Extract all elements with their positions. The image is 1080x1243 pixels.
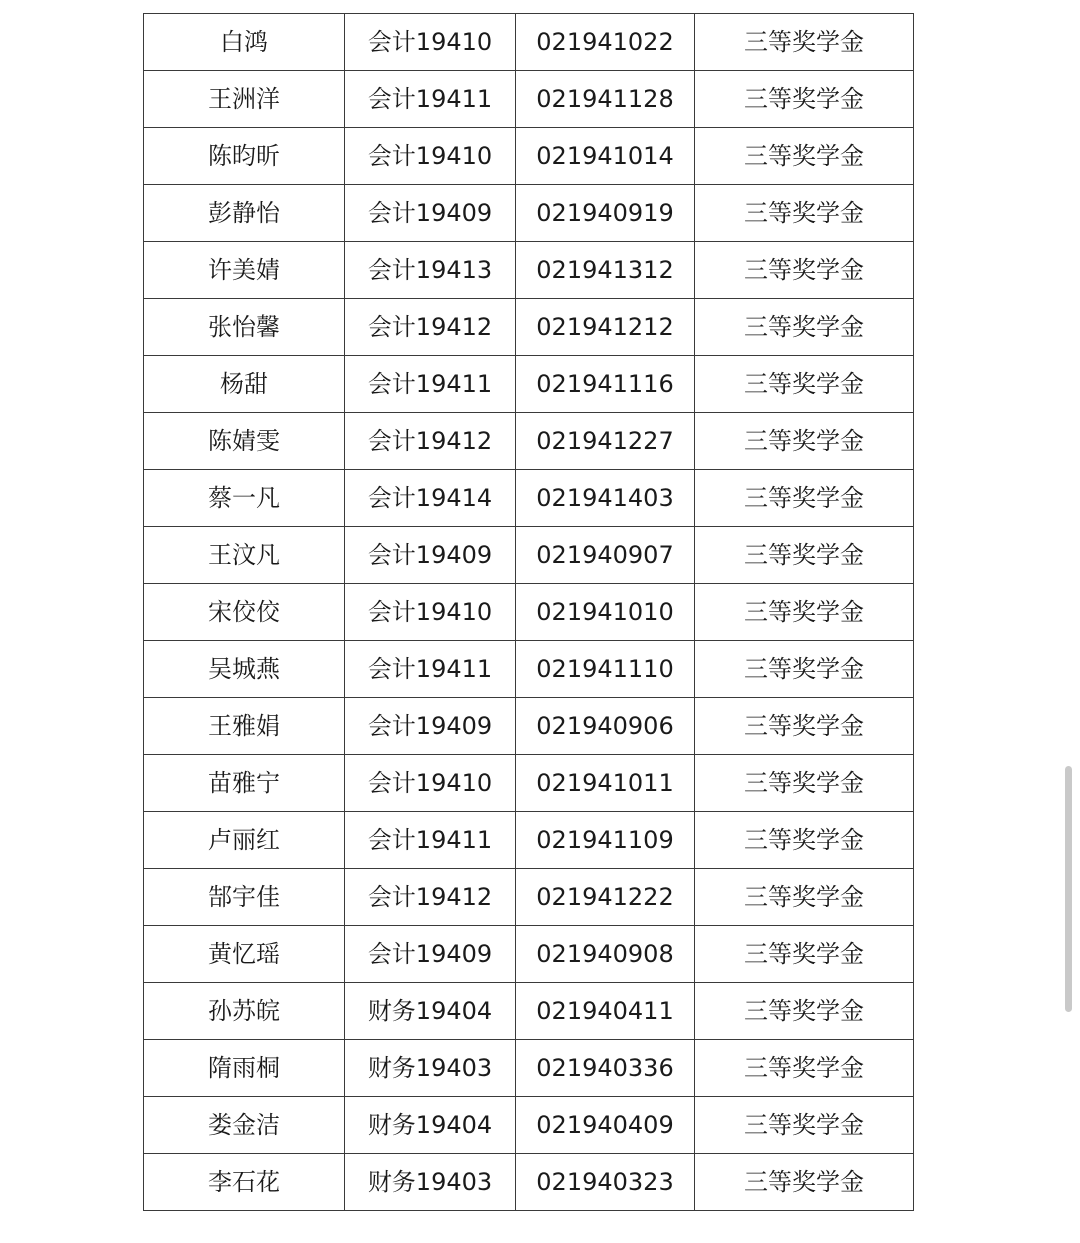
- cell-class: 会计19411: [345, 812, 516, 869]
- cell-class: 会计19412: [345, 299, 516, 356]
- cell-class: 会计19410: [345, 584, 516, 641]
- cell-student-id: 021941022: [516, 14, 695, 71]
- table-row: [144, 470, 914, 527]
- cell-name: 白鸿: [144, 14, 345, 71]
- cell-award: 三等奖学金: [695, 242, 914, 299]
- table-row: [144, 983, 914, 1040]
- cell-name: 李石花: [144, 1154, 345, 1211]
- cell-student-id: 021941116: [516, 356, 695, 413]
- cell-class: 会计19411: [345, 356, 516, 413]
- table-row: [144, 698, 914, 755]
- table-row: [144, 869, 914, 926]
- cell-name: 娄金洁: [144, 1097, 345, 1154]
- cell-class: 财务19403: [345, 1154, 516, 1211]
- cell-award: 三等奖学金: [695, 1040, 914, 1097]
- cell-class: 会计19410: [345, 14, 516, 71]
- cell-student-id: 021941010: [516, 584, 695, 641]
- cell-award: 三等奖学金: [695, 641, 914, 698]
- table-row: [144, 1040, 914, 1097]
- cell-award: 三等奖学金: [695, 356, 914, 413]
- cell-student-id: 021940908: [516, 926, 695, 983]
- table-row: [144, 299, 914, 356]
- cell-award: 三等奖学金: [695, 71, 914, 128]
- scholarship-table: [143, 13, 914, 1211]
- cell-name: 杨甜: [144, 356, 345, 413]
- table-row: [144, 1097, 914, 1154]
- cell-student-id: 021940411: [516, 983, 695, 1040]
- cell-award: 三等奖学金: [695, 869, 914, 926]
- cell-name: 宋佼佼: [144, 584, 345, 641]
- cell-name: 郜宇佳: [144, 869, 345, 926]
- cell-class: 会计19409: [345, 926, 516, 983]
- cell-student-id: 021940919: [516, 185, 695, 242]
- cell-name: 陈婧雯: [144, 413, 345, 470]
- cell-class: 财务19403: [345, 1040, 516, 1097]
- cell-class: 财务19404: [345, 983, 516, 1040]
- cell-award: 三等奖学金: [695, 299, 914, 356]
- table-row: [144, 356, 914, 413]
- cell-name: 吴城燕: [144, 641, 345, 698]
- cell-name: 王汶凡: [144, 527, 345, 584]
- cell-student-id: 021941014: [516, 128, 695, 185]
- cell-class: 会计19414: [345, 470, 516, 527]
- cell-name: 许美婧: [144, 242, 345, 299]
- cell-award: 三等奖学金: [695, 1097, 914, 1154]
- cell-name: 黄忆瑶: [144, 926, 345, 983]
- cell-name: 蔡一凡: [144, 470, 345, 527]
- cell-student-id: 021941212: [516, 299, 695, 356]
- table-row: [144, 527, 914, 584]
- cell-award: 三等奖学金: [695, 1154, 914, 1211]
- cell-class: 会计19411: [345, 71, 516, 128]
- cell-class: 会计19411: [345, 641, 516, 698]
- cell-class: 会计19410: [345, 128, 516, 185]
- cell-student-id: 021940323: [516, 1154, 695, 1211]
- cell-student-id: 021941312: [516, 242, 695, 299]
- cell-student-id: 021941403: [516, 470, 695, 527]
- cell-name: 苗雅宁: [144, 755, 345, 812]
- table-row: [144, 71, 914, 128]
- cell-student-id: 021940409: [516, 1097, 695, 1154]
- cell-class: 会计19409: [345, 698, 516, 755]
- cell-name: 张怡馨: [144, 299, 345, 356]
- cell-student-id: 021941222: [516, 869, 695, 926]
- cell-name: 王洲洋: [144, 71, 345, 128]
- vertical-scrollbar[interactable]: [1065, 766, 1072, 1012]
- table-row: [144, 185, 914, 242]
- cell-class: 会计19410: [345, 755, 516, 812]
- cell-name: 陈昀昕: [144, 128, 345, 185]
- cell-award: 三等奖学金: [695, 812, 914, 869]
- cell-student-id: 021941011: [516, 755, 695, 812]
- cell-award: 三等奖学金: [695, 128, 914, 185]
- cell-award: 三等奖学金: [695, 755, 914, 812]
- cell-student-id: 021940336: [516, 1040, 695, 1097]
- table-row: [144, 128, 914, 185]
- cell-award: 三等奖学金: [695, 470, 914, 527]
- table-row: [144, 14, 914, 71]
- cell-student-id: 021941227: [516, 413, 695, 470]
- cell-student-id: 021941110: [516, 641, 695, 698]
- table-row: [144, 926, 914, 983]
- cell-award: 三等奖学金: [695, 698, 914, 755]
- table-row: [144, 242, 914, 299]
- cell-award: 三等奖学金: [695, 926, 914, 983]
- cell-award: 三等奖学金: [695, 527, 914, 584]
- cell-name: 王雅娟: [144, 698, 345, 755]
- cell-award: 三等奖学金: [695, 584, 914, 641]
- cell-student-id: 021940906: [516, 698, 695, 755]
- cell-name: 卢丽红: [144, 812, 345, 869]
- cell-student-id: 021940907: [516, 527, 695, 584]
- cell-award: 三等奖学金: [695, 185, 914, 242]
- cell-class: 会计19409: [345, 527, 516, 584]
- cell-student-id: 021941128: [516, 71, 695, 128]
- table-row: [144, 641, 914, 698]
- table-body: [144, 14, 914, 1211]
- cell-name: 隋雨桐: [144, 1040, 345, 1097]
- cell-name: 彭静怡: [144, 185, 345, 242]
- cell-class: 会计19412: [345, 869, 516, 926]
- cell-class: 会计19413: [345, 242, 516, 299]
- cell-class: 会计19412: [345, 413, 516, 470]
- table-row: [144, 1154, 914, 1211]
- table-row: [144, 413, 914, 470]
- cell-name: 孙苏皖: [144, 983, 345, 1040]
- cell-student-id: 021941109: [516, 812, 695, 869]
- cell-class: 财务19404: [345, 1097, 516, 1154]
- table-row: [144, 755, 914, 812]
- table-row: [144, 812, 914, 869]
- table-row: [144, 584, 914, 641]
- cell-award: 三等奖学金: [695, 983, 914, 1040]
- cell-class: 会计19409: [345, 185, 516, 242]
- cell-award: 三等奖学金: [695, 413, 914, 470]
- cell-award: 三等奖学金: [695, 14, 914, 71]
